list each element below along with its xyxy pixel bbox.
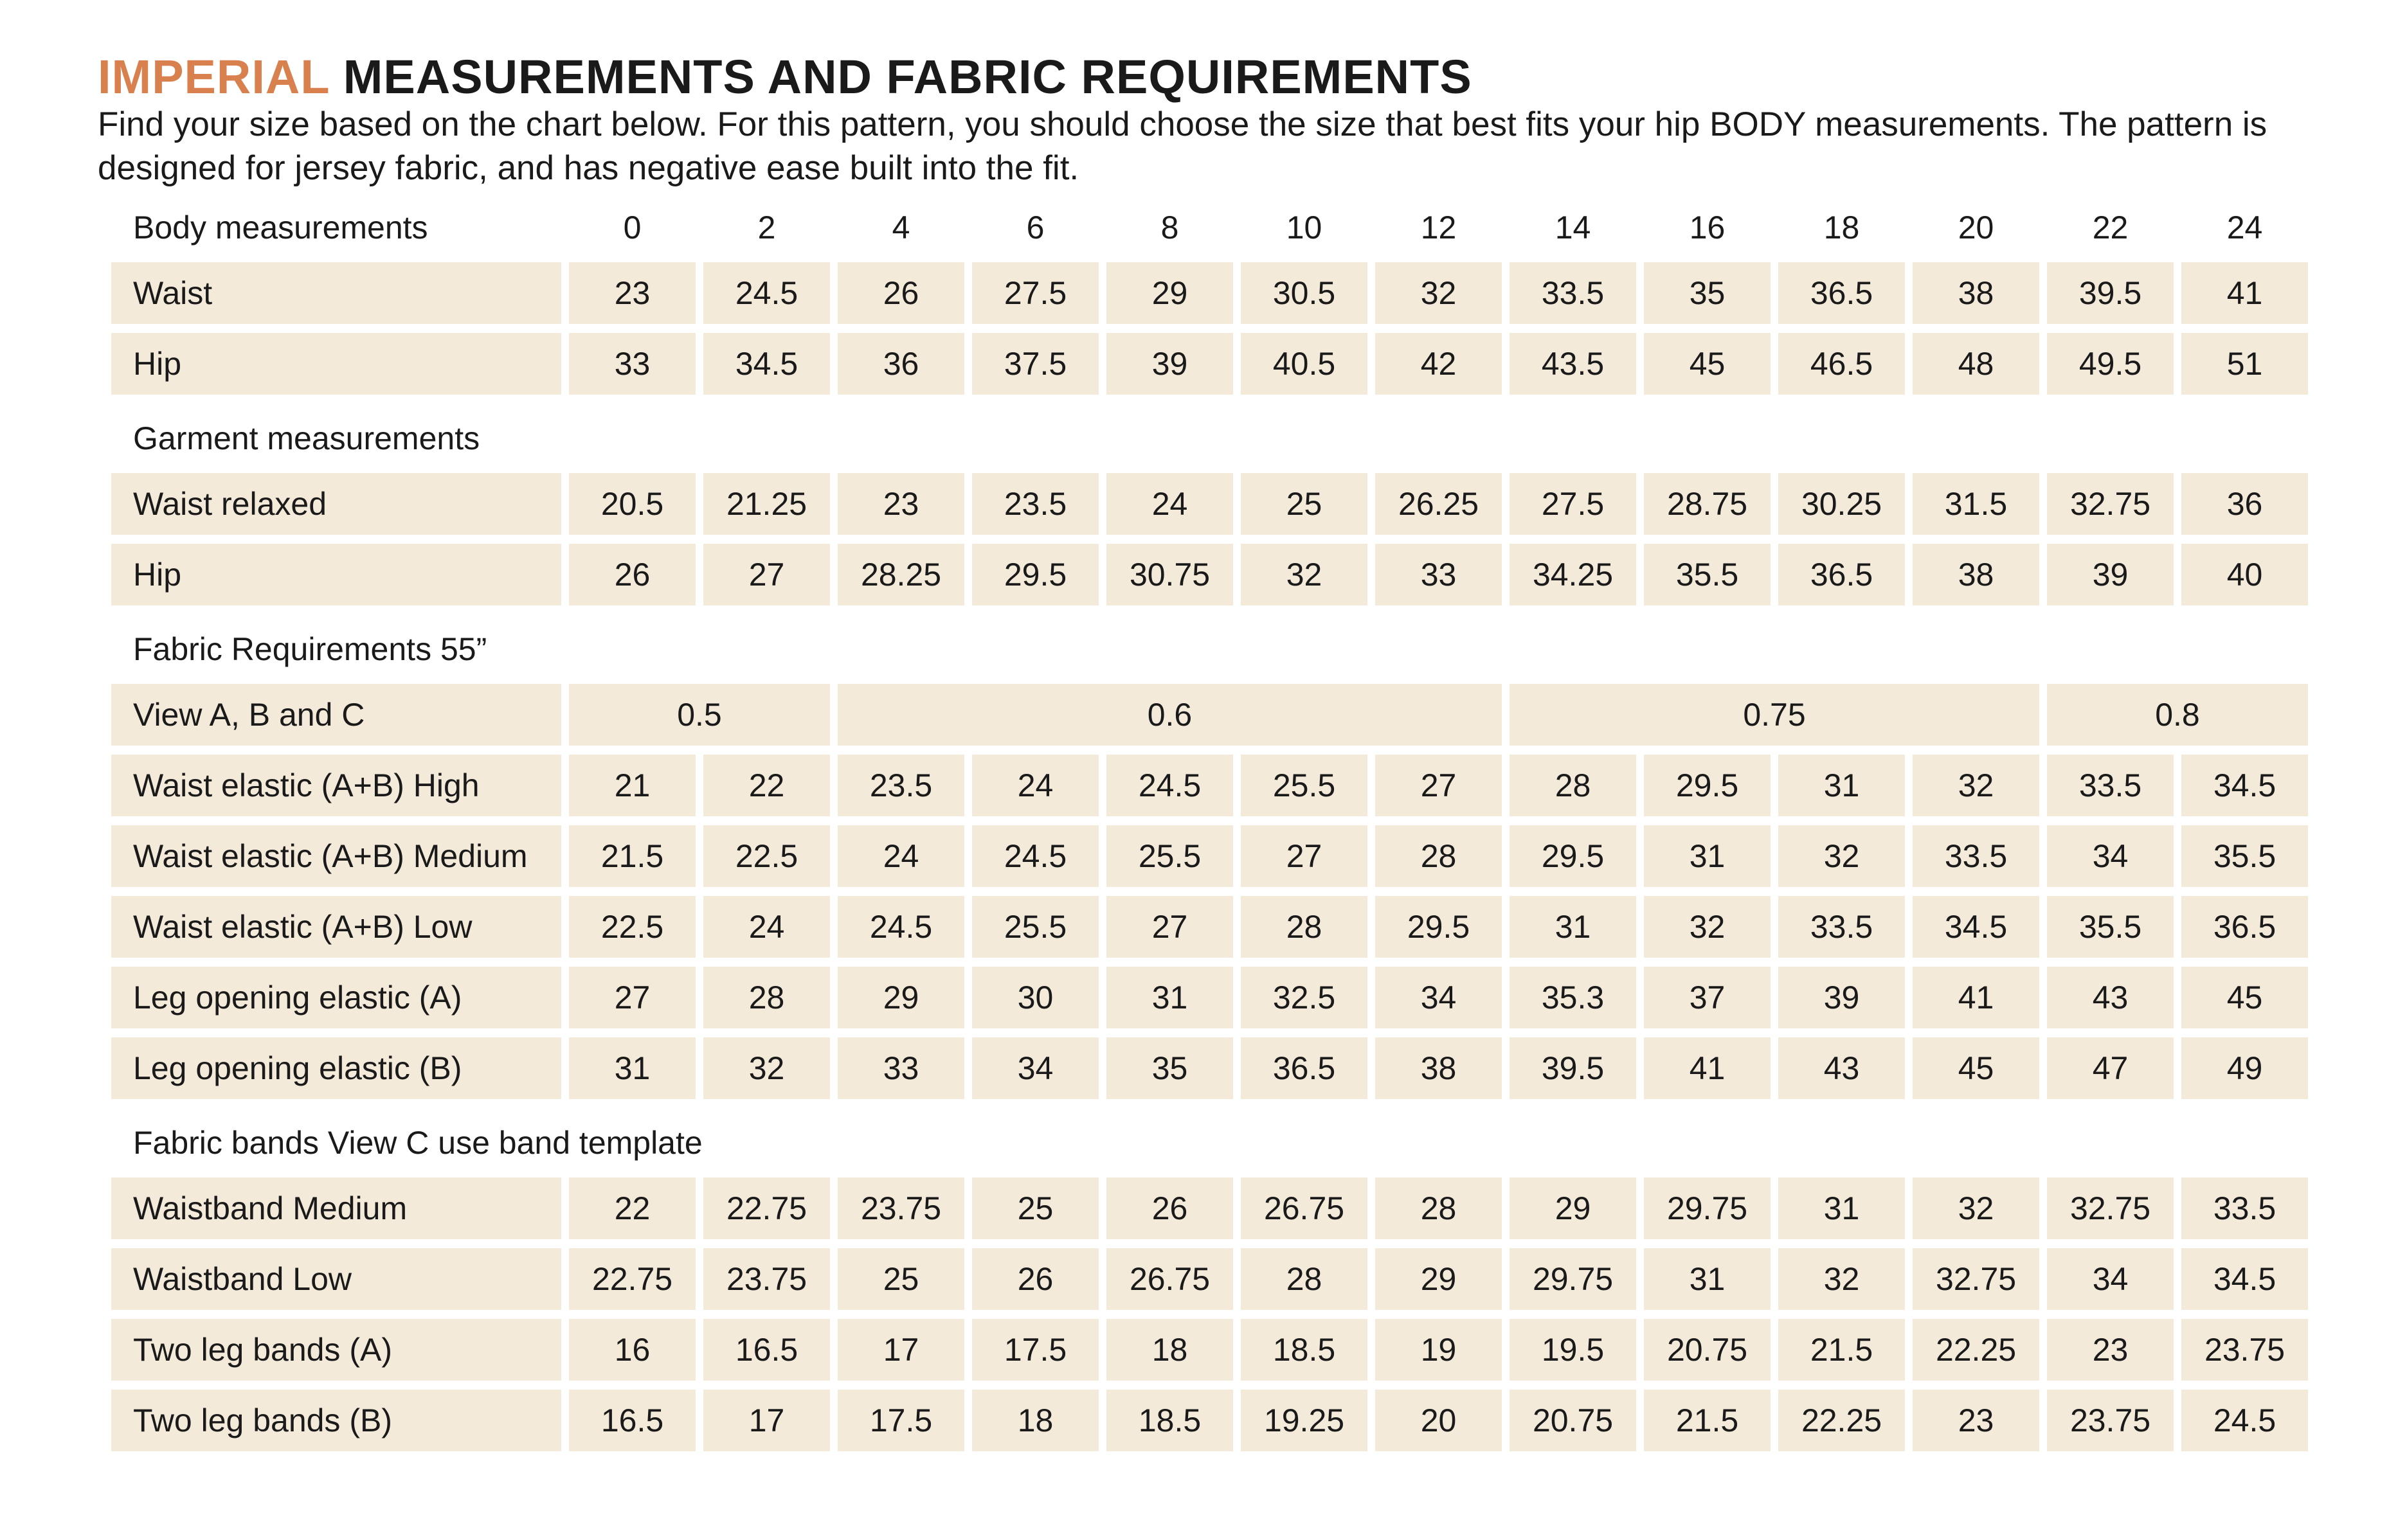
measurement-cell: 37.5 <box>972 333 1099 404</box>
row-label: Waistband Medium <box>111 1177 561 1248</box>
measurement-cell: 32.75 <box>1913 1248 2039 1319</box>
measurement-cell: 24 <box>703 896 830 967</box>
table-row <box>111 1037 2308 1108</box>
size-header: 18 <box>1823 210 1860 246</box>
measurement-cell: 24.5 <box>838 896 964 967</box>
measurement-cell: 30 <box>972 967 1099 1037</box>
measurement-cell: 31 <box>1644 1248 1771 1319</box>
measurement-cell: 30.5 <box>1241 262 1367 333</box>
measurement-cell: 34 <box>1375 967 1502 1037</box>
measurement-cell: 24.5 <box>703 262 830 333</box>
measurement-cell: 33 <box>569 333 696 404</box>
measurement-cell: 21.5 <box>1644 1390 1771 1460</box>
measurement-cell: 40 <box>2181 544 2308 614</box>
measurement-cell: 36.5 <box>1241 1037 1367 1108</box>
table-row <box>111 333 2308 404</box>
measurement-cell: 18 <box>1106 1319 1233 1390</box>
measurement-cell: 26.75 <box>1106 1248 1233 1319</box>
measurement-cell: 16.5 <box>703 1319 830 1390</box>
measurement-cell: 49.5 <box>2047 333 2174 404</box>
measurement-cell: 29.5 <box>1375 896 1502 967</box>
section-label: Fabric Requirements 55” <box>133 631 487 667</box>
measurement-cell: 31 <box>569 1037 696 1108</box>
table-row <box>111 825 2308 896</box>
size-header: 8 <box>1160 210 1179 246</box>
measurement-cell: 35.5 <box>2047 896 2174 967</box>
measurement-cell: 32 <box>1644 896 1771 967</box>
measurement-cell: 31 <box>1778 755 1905 825</box>
measurement-cell: 26 <box>1106 1177 1233 1248</box>
measurement-cell: 19.5 <box>1510 1319 1636 1390</box>
measurement-cell: 31 <box>1644 825 1771 896</box>
size-header: 4 <box>892 210 910 246</box>
measurement-cell: 18.5 <box>1106 1390 1233 1460</box>
size-header: 6 <box>1026 210 1045 246</box>
measurement-cell: 23.75 <box>2047 1390 2174 1460</box>
measurement-cell: 29.5 <box>972 544 1099 614</box>
row-label: Leg opening elastic (A) <box>111 967 561 1037</box>
measurement-cell: 34 <box>972 1037 1099 1108</box>
table-row <box>111 1248 2308 1319</box>
measurement-cell: 43 <box>1778 1037 1905 1108</box>
measurement-cell: 41 <box>1644 1037 1771 1108</box>
measurement-cell: 24.5 <box>1106 755 1233 825</box>
measurement-cell: 33 <box>1375 544 1502 614</box>
table-row <box>111 967 2308 1037</box>
measurement-cell: 24 <box>1106 473 1233 544</box>
measurement-cell: 22.25 <box>1778 1390 1905 1460</box>
measurement-cell: 22 <box>703 755 830 825</box>
measurement-cell: 29.75 <box>1644 1177 1771 1248</box>
measurement-cell: 29.5 <box>1644 755 1771 825</box>
measurement-cell: 27 <box>1241 825 1367 896</box>
measurement-cell: 27 <box>1106 896 1233 967</box>
measurement-cell: 36 <box>2181 473 2308 544</box>
measurement-cell: 33.5 <box>2181 1177 2308 1248</box>
table-row <box>111 262 2308 333</box>
measurement-cell: 25.5 <box>1241 755 1367 825</box>
measurement-cell: 39 <box>1778 967 1905 1037</box>
measurement-cell: 34 <box>2047 825 2174 896</box>
measurement-cell: 28 <box>1241 896 1367 967</box>
measurement-cell: 24.5 <box>972 825 1099 896</box>
row-label: Waist elastic (A+B) High <box>111 755 561 825</box>
measurement-cell: 39.5 <box>1510 1037 1636 1108</box>
measurement-cell: 32 <box>1913 755 2039 825</box>
measurement-cell: 22 <box>569 1177 696 1248</box>
measurement-cell: 43.5 <box>1510 333 1636 404</box>
measurement-cell: 23 <box>1913 1390 2039 1460</box>
measurement-cell: 28 <box>1510 755 1636 825</box>
measurement-cell: 31 <box>1778 1177 1905 1248</box>
measurement-cell: 47 <box>2047 1037 2174 1108</box>
measurement-cell: 23 <box>838 473 964 544</box>
measurement-cell: 43 <box>2047 967 2174 1037</box>
measurement-cell: 21.5 <box>1778 1319 1905 1390</box>
measurement-cell: 19.25 <box>1241 1390 1367 1460</box>
measurement-cell: 32 <box>1778 825 1905 896</box>
measurement-cell: 29 <box>1510 1177 1636 1248</box>
measurement-cell: 32 <box>1241 544 1367 614</box>
measurement-cell: 23.75 <box>838 1177 964 1248</box>
measurement-cell: 39 <box>2047 544 2174 614</box>
measurement-cell: 28.25 <box>838 544 964 614</box>
measurement-cell: 34.5 <box>2181 755 2308 825</box>
measurement-cell: 18 <box>972 1390 1099 1460</box>
measurement-cell: 29 <box>838 967 964 1037</box>
measurement-cell: 34.5 <box>1913 896 2039 967</box>
measurement-cell: 21.25 <box>703 473 830 544</box>
fabric-yardage-cell: 0.8 <box>2047 684 2308 755</box>
measurement-cell: 36.5 <box>1778 544 1905 614</box>
measurement-cell: 31 <box>1106 967 1233 1037</box>
title-accent: IMPERIAL <box>98 50 330 103</box>
measurement-cell: 25.5 <box>972 896 1099 967</box>
measurement-cell: 34.5 <box>2181 1248 2308 1319</box>
measurement-cell: 28 <box>1241 1248 1367 1319</box>
measurement-cell: 17.5 <box>972 1319 1099 1390</box>
measurement-cell: 22.75 <box>703 1177 830 1248</box>
measurement-cell: 27.5 <box>1510 473 1636 544</box>
measurement-cell: 46.5 <box>1778 333 1905 404</box>
table-row <box>111 544 2308 614</box>
measurement-cell: 48 <box>1913 333 2039 404</box>
measurement-cell: 20.5 <box>569 473 696 544</box>
measurement-cell: 30.75 <box>1106 544 1233 614</box>
measurement-cell: 23.75 <box>2181 1319 2308 1390</box>
fabric-yardage-cell: 0.6 <box>838 684 1502 755</box>
measurement-cell: 26.75 <box>1241 1177 1367 1248</box>
measurement-cell: 26 <box>569 544 696 614</box>
measurement-cell: 23.5 <box>972 473 1099 544</box>
measurement-cell: 26 <box>838 262 964 333</box>
page-title <box>98 48 1472 107</box>
measurement-cell: 35 <box>1106 1037 1233 1108</box>
row-label: Waistband Low <box>111 1248 561 1319</box>
measurement-cell: 16 <box>569 1319 696 1390</box>
measurement-cell: 33.5 <box>2047 755 2174 825</box>
measurement-cell: 35.3 <box>1510 967 1636 1037</box>
measurement-cell: 22.75 <box>569 1248 696 1319</box>
measurement-cell: 29 <box>1375 1248 1502 1319</box>
measurement-cell: 35.5 <box>2181 825 2308 896</box>
size-header: 24 <box>2226 210 2263 246</box>
size-header: 20 <box>1958 210 1994 246</box>
measurement-cell: 28.75 <box>1644 473 1771 544</box>
measurement-cell: 39 <box>1106 333 1233 404</box>
measurement-cell: 49 <box>2181 1037 2308 1108</box>
measurement-cell: 32.5 <box>1241 967 1367 1037</box>
measurement-cell: 42 <box>1375 333 1502 404</box>
measurement-cell: 26 <box>972 1248 1099 1319</box>
measurement-cell: 24 <box>838 825 964 896</box>
size-header: 0 <box>623 210 642 246</box>
measurement-cell: 41 <box>1913 967 2039 1037</box>
measurement-cell: 36 <box>838 333 964 404</box>
measurement-cell: 25.5 <box>1106 825 1233 896</box>
measurement-cell: 36.5 <box>1778 262 1905 333</box>
size-header: 10 <box>1286 210 1322 246</box>
measurement-cell: 25 <box>838 1248 964 1319</box>
measurement-cell: 31 <box>1510 896 1636 967</box>
measurement-cell: 22.5 <box>569 896 696 967</box>
measurement-cell: 32.75 <box>2047 473 2174 544</box>
size-header-row <box>111 193 2308 262</box>
measurement-cell: 22.5 <box>703 825 830 896</box>
size-header: 16 <box>1689 210 1726 246</box>
measurement-cell: 38 <box>1375 1037 1502 1108</box>
measurement-cell: 40.5 <box>1241 333 1367 404</box>
row-label: Hip <box>111 544 561 614</box>
measurement-cell: 28 <box>1375 1177 1502 1248</box>
measurement-cell: 18.5 <box>1241 1319 1367 1390</box>
row-label: Waist <box>111 262 561 333</box>
table-row <box>111 755 2308 825</box>
measurement-cell: 28 <box>703 967 830 1037</box>
measurement-cell: 23.75 <box>703 1248 830 1319</box>
section-label: Fabric bands View C use band template <box>133 1125 703 1161</box>
row-label: View A, B and C <box>111 684 561 755</box>
table-row <box>111 1177 2308 1248</box>
measurement-cell: 33 <box>838 1037 964 1108</box>
row-label: Two leg bands (A) <box>111 1319 561 1390</box>
row-label: Leg opening elastic (B) <box>111 1037 561 1108</box>
measurement-cell: 45 <box>1913 1037 2039 1108</box>
fabric-yardage-cell: 0.75 <box>1510 684 2039 755</box>
measurement-cell: 29.5 <box>1510 825 1636 896</box>
measurement-cell: 32 <box>703 1037 830 1108</box>
measurement-cell: 33.5 <box>1913 825 2039 896</box>
measurement-cell: 27 <box>703 544 830 614</box>
fabric-section-header <box>111 614 2308 684</box>
measurement-cell: 37 <box>1644 967 1771 1037</box>
measurement-cell: 21.5 <box>569 825 696 896</box>
row-label: Waist elastic (A+B) Medium <box>111 825 561 896</box>
measurement-cell: 16.5 <box>569 1390 696 1460</box>
measurement-cell: 25 <box>972 1177 1099 1248</box>
measurement-cell: 30.25 <box>1778 473 1905 544</box>
measurement-cell: 26.25 <box>1375 473 1502 544</box>
measurements-table <box>104 193 2316 1460</box>
measurement-cell: 17 <box>838 1319 964 1390</box>
measurement-cell: 35.5 <box>1644 544 1771 614</box>
measurement-cell: 27 <box>569 967 696 1037</box>
measurement-cell: 38 <box>1913 544 2039 614</box>
measurement-cell: 32.75 <box>2047 1177 2174 1248</box>
table-row <box>111 473 2308 544</box>
intro-text: Find your size based on the chart below. For this pattern, you should choose the size that best fits your hip BODY measurements. The pattern is designed for jersey fabric, and has negative ease built into the fit. <box>98 105 2267 187</box>
table-row <box>111 896 2308 967</box>
measurement-cell: 29.75 <box>1510 1248 1636 1319</box>
fabric-view-row <box>111 684 2308 755</box>
section-label-body: Body measurements <box>133 210 428 246</box>
row-label: Hip <box>111 333 561 404</box>
title-rest: MEASUREMENTS AND FABRIC REQUIREMENTS <box>329 50 1472 103</box>
measurement-cell: 51 <box>2181 333 2308 404</box>
row-label: Waist elastic (A+B) Low <box>111 896 561 967</box>
measurement-cell: 20 <box>1375 1390 1502 1460</box>
measurement-cell: 21 <box>569 755 696 825</box>
measurement-cell: 32 <box>1375 262 1502 333</box>
measurement-cell: 38 <box>1913 262 2039 333</box>
garment-section-header <box>111 404 2308 473</box>
table-body <box>111 193 2308 1460</box>
measurement-cell: 20.75 <box>1510 1390 1636 1460</box>
table-row <box>111 1319 2308 1390</box>
measurement-cell: 17.5 <box>838 1390 964 1460</box>
measurement-cell: 28 <box>1375 825 1502 896</box>
measurement-cell: 27.5 <box>972 262 1099 333</box>
measurement-cell: 22.25 <box>1913 1319 2039 1390</box>
measurement-cell: 32 <box>1778 1248 1905 1319</box>
size-header: 14 <box>1555 210 1591 246</box>
measurement-cell: 41 <box>2181 262 2308 333</box>
measurement-cell: 32 <box>1913 1177 2039 1248</box>
measurement-cell: 36.5 <box>2181 896 2308 967</box>
fabric-yardage-cell: 0.5 <box>569 684 830 755</box>
measurement-cell: 25 <box>1241 473 1367 544</box>
table-row <box>111 1390 2308 1460</box>
measurement-cell: 19 <box>1375 1319 1502 1390</box>
measurement-cell: 27 <box>1375 755 1502 825</box>
section-label: Garment measurements <box>133 420 480 456</box>
measurement-cell: 33.5 <box>1510 262 1636 333</box>
measurement-cell: 23.5 <box>838 755 964 825</box>
measurement-cell: 34.5 <box>703 333 830 404</box>
row-label: Waist relaxed <box>111 473 561 544</box>
measurement-cell: 23 <box>569 262 696 333</box>
size-header: 12 <box>1420 210 1457 246</box>
size-header: 2 <box>757 210 776 246</box>
measurement-cell: 35 <box>1644 262 1771 333</box>
measurement-cell: 17 <box>703 1390 830 1460</box>
measurement-cell: 29 <box>1106 262 1233 333</box>
measurement-cell: 45 <box>2181 967 2308 1037</box>
measurement-cell: 24.5 <box>2181 1390 2308 1460</box>
measurement-cell: 45 <box>1644 333 1771 404</box>
measurement-cell: 23 <box>2047 1319 2174 1390</box>
measurement-cell: 34 <box>2047 1248 2174 1319</box>
measurement-cell: 33.5 <box>1778 896 1905 967</box>
size-header: 22 <box>2092 210 2129 246</box>
measurement-cell: 24 <box>972 755 1099 825</box>
row-label: Two leg bands (B) <box>111 1390 561 1460</box>
measurement-cell: 31.5 <box>1913 473 2039 544</box>
measurement-cell: 34.25 <box>1510 544 1636 614</box>
bands-section-header <box>111 1108 2308 1177</box>
measurement-cell: 20.75 <box>1644 1319 1771 1390</box>
measurement-cell: 39.5 <box>2047 262 2174 333</box>
